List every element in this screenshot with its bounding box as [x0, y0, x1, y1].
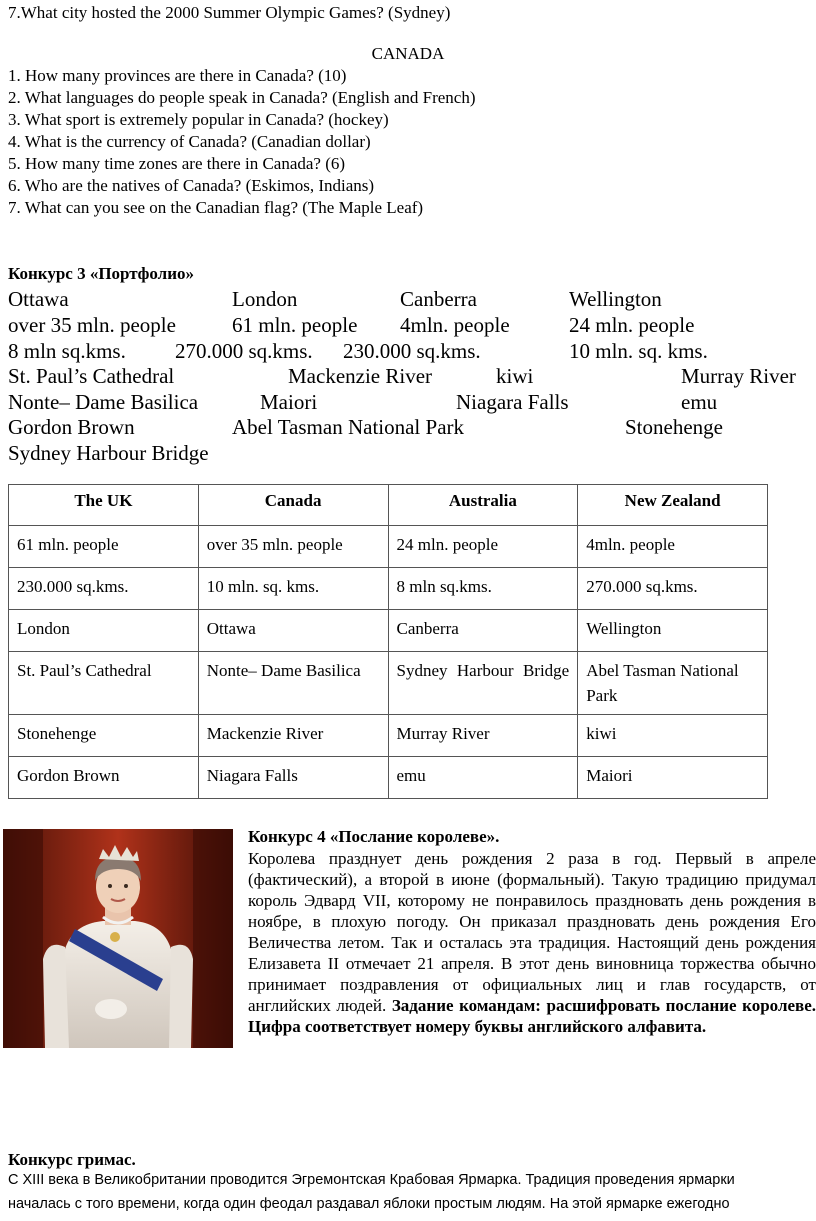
table-cell: 230.000 sq.kms.: [9, 568, 199, 610]
portfolio-word: emu: [681, 390, 718, 414]
portfolio-word: Murray River: [681, 364, 796, 388]
portfolio-word: Wellington: [569, 287, 662, 311]
canada-question: 5. How many time zones are there in Canada? (6): [8, 154, 346, 173]
contest4-paragraph: [248, 848, 816, 1037]
table-cell: 270.000 sq.kms.: [578, 568, 768, 610]
table-cell: kiwi: [578, 715, 768, 757]
table-cell: Ottawa: [198, 610, 388, 652]
table-cell: 4mln. people: [578, 526, 768, 568]
grimace-title: Конкурс гримас.: [8, 1150, 136, 1169]
table-row: [9, 526, 768, 568]
table-cell: 24 mln. people: [388, 526, 578, 568]
table-header: New Zealand: [578, 485, 768, 526]
portfolio-word: 8 mln sq.kms.: [8, 339, 126, 363]
table-cell: Sydney Harbour Bridge: [388, 652, 578, 715]
top-question: 7.What city hosted the 2000 Summer Olympic Games? (Sydney): [8, 3, 451, 22]
portfolio-word: 270.000 sq.kms.: [175, 339, 313, 363]
queen-portrait-image: [3, 829, 233, 1048]
portfolio-word: Stonehenge: [625, 415, 723, 439]
grimace-text-line: С XIII века в Великобритании проводится Эгремонтская Крабовая Ярмарка. Традиция проведения ярмарки: [8, 1172, 735, 1188]
table-cell: Mackenzie River: [198, 715, 388, 757]
table-cell: emu: [388, 757, 578, 799]
table-row: [9, 652, 768, 715]
table-cell: 10 mln. sq. kms.: [198, 568, 388, 610]
portfolio-word: Sydney Harbour Bridge: [8, 441, 209, 465]
canada-heading: CANADA: [371, 44, 445, 63]
table-row: [9, 757, 768, 799]
table-cell: 61 mln. people: [9, 526, 199, 568]
contest4-title: Конкурс 4 «Послание королеве».: [248, 827, 500, 846]
table-row: [9, 715, 768, 757]
table-cell: Murray River: [388, 715, 578, 757]
portfolio-word: Niagara Falls: [456, 390, 569, 414]
table-cell: St. Paul’s Cathedral: [9, 652, 199, 715]
portfolio-word: over 35 mln. people: [8, 313, 176, 337]
canada-question: 1. How many provinces are there in Canada? (10): [8, 66, 347, 85]
portfolio-word: 24 mln. people: [569, 313, 695, 337]
table-cell: Stonehenge: [9, 715, 199, 757]
portfolio-word: Gordon Brown: [8, 415, 135, 439]
portfolio-word: Canberra: [400, 287, 477, 311]
portfolio-word: Mackenzie River: [288, 364, 433, 388]
portfolio-word: 10 mln. sq. kms.: [569, 339, 708, 363]
portfolio-word: Ottawa: [8, 287, 69, 311]
table-header: Canada: [198, 485, 388, 526]
contest3-title: Конкурс 3 «Портфолио»: [8, 264, 195, 283]
table-cell: over 35 mln. people: [198, 526, 388, 568]
country-facts-table: [8, 484, 768, 799]
portfolio-word: 61 mln. people: [232, 313, 358, 337]
table-cell: Nonte– Dame Basilica: [198, 652, 388, 715]
canada-question: 2. What languages do people speak in Canada? (English and French): [8, 88, 476, 107]
table-cell: 8 mln sq.kms.: [388, 568, 578, 610]
contest4-text: Королева празднует день рождения 2 раза в год. Первый в апреле (фактический), а второй в июне (формальный). Такую традицию придумал король Эдвард VII, которому не понравилось праздновать день рождения в ноябре, в плохую погоду. Он приказал праздновать день рождения Его Величества летом. Так и осталась эта традиция. Настоящий день рождения Елизавета II отмечает 21 апреля. В этот день виновница торжества обычно принимает поздравления от официальных лиц и глав государств, от английских людей.: [248, 849, 816, 1015]
table-cell: Abel Tasman National Park: [578, 652, 768, 715]
portfolio-word: kiwi: [496, 364, 534, 388]
portfolio-word: Abel Tasman National Park: [232, 415, 465, 439]
canada-question: 3. What sport is extremely popular in Canada? (hockey): [8, 110, 389, 129]
grimace-text-line: началась с того времени, когда один феодал раздавал яблоки простым людям. На этой ярмарке ежегодно: [8, 1196, 730, 1212]
portfolio-word: 4mln. people: [400, 313, 510, 337]
table-header-row: [9, 485, 768, 526]
canada-question: 4. What is the currency of Canada? (Canadian dollar): [8, 132, 371, 151]
table-header: Australia: [388, 485, 578, 526]
table-cell: Canberra: [388, 610, 578, 652]
table-cell: London: [9, 610, 199, 652]
table-cell: Maiori: [578, 757, 768, 799]
table-cell: Wellington: [578, 610, 768, 652]
contest4-task: Задание командам: расшифровать послание королеве. Цифра соответствует номеру буквы английского алфавита.: [248, 996, 816, 1036]
portfolio-word: 230.000 sq.kms.: [343, 339, 481, 363]
portfolio-word: London: [232, 287, 298, 311]
table-row: [9, 568, 768, 610]
portfolio-word: Nonte– Dame Basilica: [8, 390, 199, 414]
canada-question: 7. What can you see on the Canadian flag? (The Maple Leaf): [8, 198, 424, 217]
table-row: [9, 610, 768, 652]
table-cell: Gordon Brown: [9, 757, 199, 799]
portfolio-word: Maiori: [260, 390, 318, 414]
table-header: The UK: [9, 485, 199, 526]
canada-question: 6. Who are the natives of Canada? (Eskimos, Indians): [8, 176, 375, 195]
portfolio-word: St. Paul’s Cathedral: [8, 364, 175, 388]
table-cell: Niagara Falls: [198, 757, 388, 799]
